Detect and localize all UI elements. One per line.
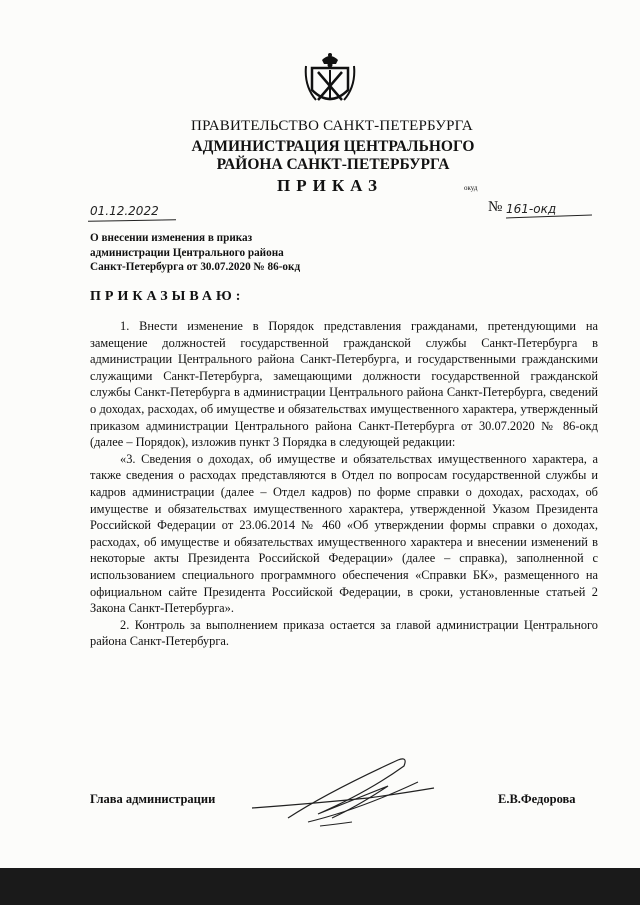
signatory-name: Е.В.Федорова xyxy=(498,792,576,806)
paragraph-item-2: 2. Контроль за выполнением приказа остается за главой администрации Центрального района Санкт-Петербурга. xyxy=(90,617,598,649)
order-directive-heading: ПРИКАЗЫВАЮ: xyxy=(90,289,245,304)
subject-line-1: О внесении изменения в приказ xyxy=(90,232,253,244)
signatory-position: Глава администрации xyxy=(90,792,216,806)
document-title: ПРИКАЗ xyxy=(277,176,383,195)
date-underline xyxy=(88,219,176,222)
subject-line-2: администрации Центрального района xyxy=(90,246,284,259)
org-line-government: ПРАВИТЕЛЬСТВО САНКТ-ПЕТЕРБУРГА xyxy=(191,118,473,134)
order-body xyxy=(90,318,598,650)
okud-code-label: окуд xyxy=(464,184,478,192)
handwritten-date: 01.12.2022 xyxy=(90,204,159,218)
paragraph-item-3-text: «3. Сведения о доходах, об имуществе и обязательствах имущественного характера, а также сведения о расходах представляются в Отдел по вопросам государственной службы и кадров администрации (далее – Отдел кадров) по форме справки о доходах, расходах, об имуществе и обязательствах имущественного характера, утвержденной Указом Президента Российской Федерации от 23.06.2014 № 460 «Об утверждении формы справки о доходах, расходах, об имуществе и обязательствах имущественного характера и внесении изменений в некоторые акты Президента Российской Федерации» (далее – справка), заполненной с использованием специального программного обеспечения «Справки БК», размещенного на официальном сайте Президента Российской Федерации, в сроки, установленные статьей 2 Закона Санкт-Петербурга». xyxy=(90,451,598,616)
coat-of-arms-emblem xyxy=(304,50,356,110)
handwritten-number: 161-окд xyxy=(506,202,557,216)
scan-bottom-border xyxy=(0,868,640,905)
handwritten-signature xyxy=(248,752,438,830)
org-line-administration: АДМИНИСТРАЦИЯ ЦЕНТРАЛЬНОГО xyxy=(191,138,475,155)
number-sign: № xyxy=(488,199,503,215)
subject-line-3: Санкт-Петербурга от 30.07.2020 № 86-окд xyxy=(90,261,301,273)
paragraph-item-1: 1. Внести изменение в Порядок представления гражданами, претендующими на замещение должностей государственной гражданской службы Санкт-Петербурга в администрации Центрального района Санкт-Петербурга, и государственными гражданскими служащими Санкт-Петербурга, замещающими должности государственной гражданской службы Санкт-Петербурга в администрации Центрального района Санкт-Петербурга, сведений о доходах, расходах, об имуществе и обязательствах имущественного характера, утвержденный приказом администрации Центрального района Санкт-Петербурга от 30.07.2020 № 86-окд (далее – Порядок), изложив пункт 3 Порядка в следующей редакции: xyxy=(90,319,598,450)
order-subject xyxy=(90,231,300,275)
org-line-district: РАЙОНА САНКТ-ПЕТЕРБУРГА xyxy=(216,156,450,173)
